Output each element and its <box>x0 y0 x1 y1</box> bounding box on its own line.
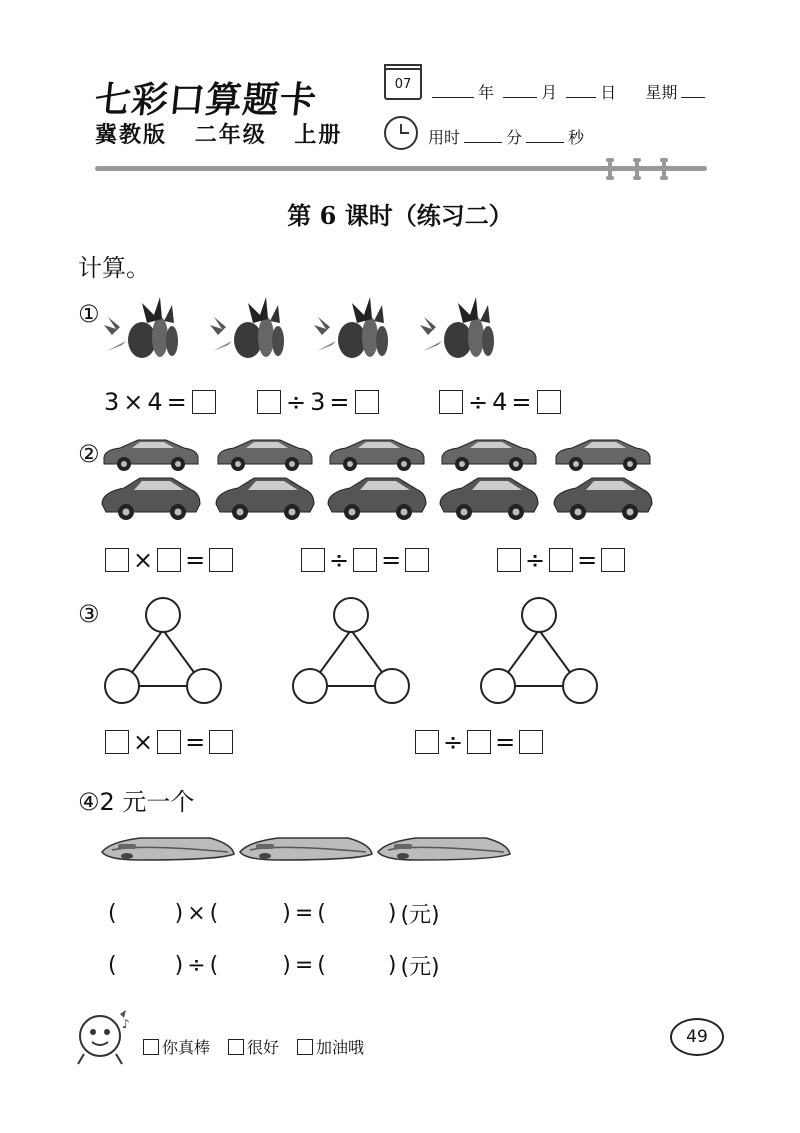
eq-operator: ÷ <box>286 388 307 416</box>
car-icon <box>328 478 426 520</box>
eq-equals: = <box>495 728 516 756</box>
paren-open: ( <box>108 901 117 926</box>
car-icon <box>440 478 538 520</box>
weekday-label: 星期 <box>645 83 678 102</box>
car-icon <box>442 440 536 471</box>
answer-box[interactable] <box>601 548 625 572</box>
edition-grade: 二年级 <box>194 122 267 148</box>
number-circle[interactable] <box>187 669 221 703</box>
answer-box[interactable] <box>467 730 491 754</box>
rule-peg <box>608 158 612 180</box>
eq-operator: ÷ <box>525 546 546 574</box>
eq-operator: × <box>123 388 144 416</box>
eq-operator: × <box>187 901 206 926</box>
answer-box[interactable] <box>415 730 439 754</box>
year-blank[interactable] <box>432 96 474 98</box>
eq-operator: ÷ <box>443 728 464 756</box>
eq-term: 3 <box>310 388 326 416</box>
instruction: 计算。 <box>78 254 150 282</box>
paren-open: ( <box>209 953 219 978</box>
seconds-label: 秒 <box>568 128 585 147</box>
time-used-label: 用时 <box>428 128 461 147</box>
weekday-blank[interactable] <box>681 96 705 98</box>
answer-box[interactable] <box>209 548 233 572</box>
self-evaluation <box>143 1035 382 1058</box>
header-rule <box>95 166 707 171</box>
q3-number: ③ <box>78 600 100 628</box>
answer-box[interactable] <box>157 548 181 572</box>
eq-equals: = <box>185 546 206 574</box>
number-circle[interactable] <box>481 669 515 703</box>
calendar-day: 07 <box>394 77 412 92</box>
minutes-label: 分 <box>506 128 523 147</box>
paren-close: ) <box>174 901 184 926</box>
car-icon <box>556 440 650 471</box>
number-circle[interactable] <box>375 669 409 703</box>
answer-box[interactable] <box>157 730 181 754</box>
number-circle[interactable] <box>522 598 556 632</box>
vegetable-pictures <box>100 295 500 365</box>
vegetable-icon <box>104 297 178 358</box>
q4-number: ④ <box>78 788 100 816</box>
triangle-diagrams <box>100 596 610 708</box>
answer-box[interactable] <box>192 390 216 414</box>
rule-peg <box>635 158 639 180</box>
month-label: 月 <box>541 83 558 102</box>
q1-number: ① <box>78 300 100 328</box>
eval-label: 加油哦 <box>316 1038 365 1057</box>
clock-icon <box>384 116 418 150</box>
number-circle[interactable] <box>293 669 327 703</box>
eq-equals: = <box>577 546 598 574</box>
paren-close: ) <box>282 901 291 926</box>
car-icon <box>102 478 200 520</box>
q2-equation-2 <box>300 546 430 574</box>
paren-close: ) <box>387 953 397 978</box>
answer-box[interactable] <box>497 548 521 572</box>
answer-box[interactable] <box>355 390 379 414</box>
answer-box[interactable] <box>549 548 573 572</box>
month-blank[interactable] <box>503 96 537 98</box>
q1-equation-1 <box>104 388 217 416</box>
eq-operator: × <box>133 728 154 756</box>
eval-label: 你真棒 <box>162 1038 211 1057</box>
eval-keep-trying[interactable] <box>297 1035 364 1058</box>
q1-equation-2 <box>256 388 380 416</box>
nail-clipper-icon <box>102 838 234 860</box>
minutes-blank[interactable] <box>464 141 502 143</box>
eq-equals: = <box>294 953 314 978</box>
date-line <box>428 80 709 103</box>
answer-box[interactable] <box>257 390 281 414</box>
paren-close: ) <box>174 953 184 978</box>
edition-info <box>95 118 360 149</box>
day-blank[interactable] <box>566 96 596 98</box>
q4-equation-2 <box>108 950 440 981</box>
rule-peg <box>662 158 666 180</box>
eq-equals: = <box>381 546 402 574</box>
answer-box[interactable] <box>301 548 325 572</box>
lesson-title: 第 6 课时（练习二） <box>287 201 513 230</box>
car-icon <box>218 440 312 471</box>
triangle-diagram <box>481 598 597 703</box>
vegetable-icon <box>420 297 494 358</box>
eval-great[interactable] <box>143 1035 210 1058</box>
number-circle[interactable] <box>146 598 180 632</box>
number-circle[interactable] <box>334 598 368 632</box>
year-label: 年 <box>478 83 495 102</box>
eq-equals: = <box>329 388 350 416</box>
nail-clipper-icon <box>378 838 510 860</box>
number-circle[interactable] <box>563 669 597 703</box>
eq-equals: = <box>294 901 314 926</box>
car-icon <box>104 440 198 471</box>
eq-equals: = <box>166 388 187 416</box>
eval-label: 很好 <box>247 1038 280 1057</box>
answer-box[interactable] <box>105 548 129 572</box>
paren-open: ( <box>209 901 219 926</box>
checkbox[interactable] <box>143 1039 159 1055</box>
answer-box[interactable] <box>537 390 561 414</box>
q2-equation-3 <box>496 546 626 574</box>
answer-box[interactable] <box>405 548 429 572</box>
q2-number: ② <box>78 440 100 468</box>
checkbox[interactable] <box>297 1039 313 1055</box>
answer-box[interactable] <box>519 730 543 754</box>
eq-equals: = <box>511 388 532 416</box>
svg-text:♪: ♪ <box>122 1017 130 1031</box>
answer-box[interactable] <box>353 548 377 572</box>
edition-volume: 上册 <box>294 122 343 148</box>
nail-clipper-pictures <box>100 830 520 870</box>
eq-term: 3 <box>104 388 120 416</box>
paren-close: ) <box>282 953 291 978</box>
car-icon <box>330 440 424 471</box>
eq-operator: ÷ <box>187 953 206 978</box>
q3-equation-1 <box>104 728 234 756</box>
q4-equation-1 <box>108 898 440 929</box>
checkbox[interactable] <box>228 1039 244 1055</box>
brand-title: 七彩口算题卡 <box>92 79 319 121</box>
eq-term: 4 <box>147 388 163 416</box>
triangle-diagram <box>293 598 409 703</box>
q2-equation-1 <box>104 546 234 574</box>
answer-box[interactable] <box>105 730 129 754</box>
paren-close: ) <box>387 901 397 926</box>
eq-operator: ÷ <box>468 388 489 416</box>
eq-operator: × <box>133 546 154 574</box>
eq-term: 4 <box>492 388 508 416</box>
unit-label: (元) <box>400 955 440 980</box>
q1-equation-3 <box>438 388 562 416</box>
paren-open: ( <box>108 953 117 978</box>
answer-box[interactable] <box>439 390 463 414</box>
q4-text: 2 元一个 <box>99 788 195 816</box>
answer-box[interactable] <box>209 730 233 754</box>
time-line <box>428 125 584 148</box>
eval-good[interactable] <box>228 1035 279 1058</box>
paren-open: ( <box>317 953 326 978</box>
car-pictures <box>100 436 660 522</box>
vegetable-icon <box>210 297 284 358</box>
seconds-blank[interactable] <box>526 141 564 143</box>
page-number: 49 <box>670 1018 724 1056</box>
nail-clipper-icon <box>240 838 372 860</box>
calendar-icon <box>384 68 422 100</box>
eq-operator: ÷ <box>329 546 350 574</box>
unit-label: (元) <box>400 903 440 928</box>
day-label: 日 <box>600 83 617 102</box>
mascot-icon <box>70 1006 136 1068</box>
edition-publisher: 冀教版 <box>95 122 168 148</box>
q4-label <box>78 782 194 817</box>
paren-open: ( <box>317 901 326 926</box>
triangle-diagram <box>105 598 221 703</box>
car-icon <box>554 478 652 520</box>
number-circle[interactable] <box>105 669 139 703</box>
q3-equation-2 <box>414 728 544 756</box>
vegetable-icon <box>314 297 388 358</box>
eq-equals: = <box>185 728 206 756</box>
car-icon <box>216 478 314 520</box>
